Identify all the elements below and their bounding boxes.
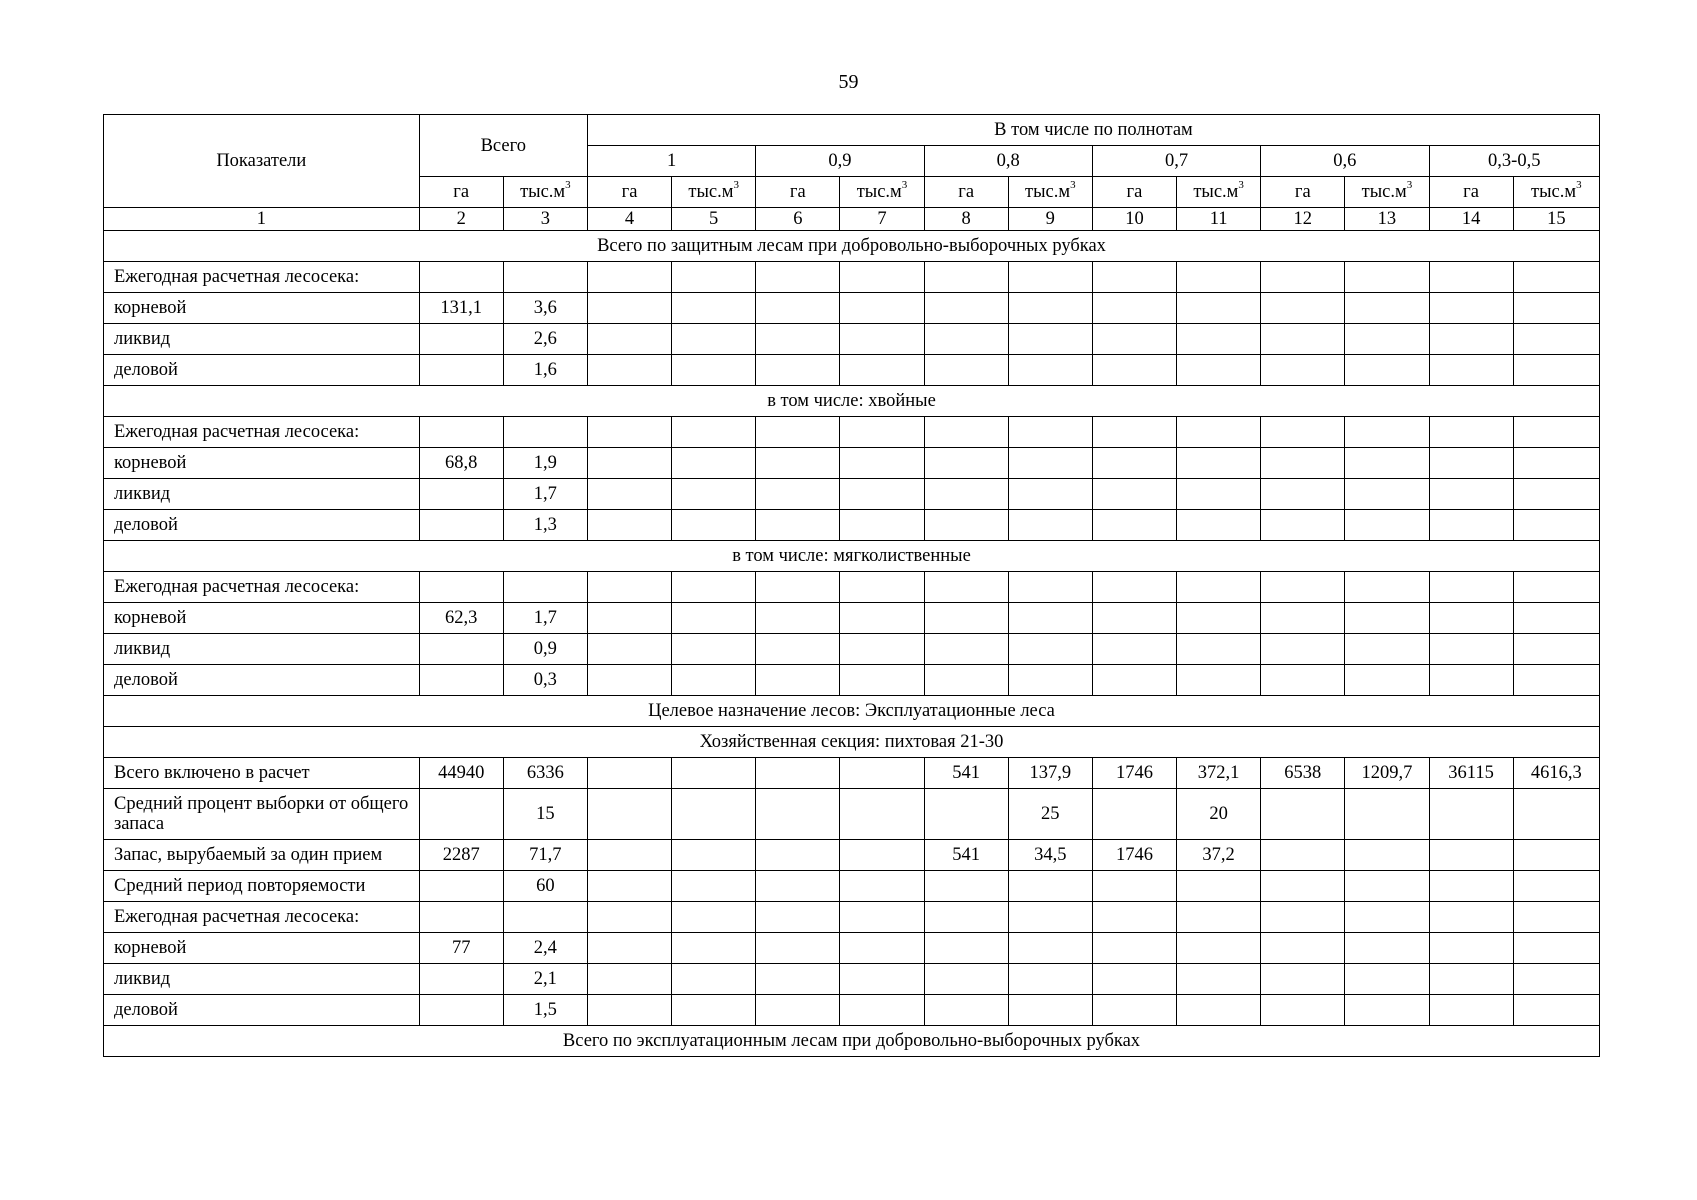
table-row: [104, 510, 1600, 541]
row-label: ликвид: [104, 324, 420, 355]
unit-vol: $тыс.м^3$: [1008, 177, 1092, 208]
row-label: Средний период повторяемости: [104, 871, 420, 902]
header-by-density: В том числе по полнотам: [587, 115, 1599, 146]
unit-ha: га: [1261, 177, 1345, 208]
density-03-05: 0,3-0,5: [1429, 146, 1600, 177]
table-row: [104, 789, 1600, 840]
cell-value: 4616,3: [1513, 758, 1599, 789]
cell-value: 60: [503, 871, 587, 902]
row-label: Ежегодная расчетная лесосека:: [104, 572, 420, 603]
density-06: 0,6: [1261, 146, 1429, 177]
cell-value: 44940: [419, 758, 503, 789]
density-09: 0,9: [756, 146, 924, 177]
table-row: [104, 603, 1600, 634]
unit-vol: $тыс.м^3$: [1177, 177, 1261, 208]
header-total: Всего: [419, 115, 587, 177]
cell-value: 3,6: [503, 293, 587, 324]
row-label: Ежегодная расчетная лесосека:: [104, 417, 420, 448]
row-label: Ежегодная расчетная лесосека:: [104, 902, 420, 933]
table-row: [104, 355, 1600, 386]
cell-value: 25: [1008, 789, 1092, 840]
unit-vol: $тыс.м^3$: [1513, 177, 1599, 208]
unit-vol: $тыс.м^3$: [503, 177, 587, 208]
unit-ha: га: [756, 177, 840, 208]
section-row: [104, 727, 1600, 758]
section-title-softleaved: в том числе: мягколиственные: [104, 541, 1600, 572]
col-num: 9: [1008, 208, 1092, 231]
row-label: Запас, вырубаемый за один прием: [104, 840, 420, 871]
density-08: 0,8: [924, 146, 1092, 177]
column-number-row: [104, 208, 1600, 231]
section-title-purpose: Целевое назначение лесов: Эксплуатационные леса: [104, 696, 1600, 727]
row-label: корневой: [104, 448, 420, 479]
table-row: [104, 840, 1600, 871]
cell-value: 36115: [1429, 758, 1513, 789]
cell-value: 1,6: [503, 355, 587, 386]
table-row: [104, 933, 1600, 964]
cell-value: 1746: [1092, 840, 1176, 871]
col-num: 6: [756, 208, 840, 231]
unit-vol: $тыс.м^3$: [1345, 177, 1429, 208]
col-num: 7: [840, 208, 924, 231]
col-num: 14: [1429, 208, 1513, 231]
cell-value: 1,9: [503, 448, 587, 479]
cell-value: 6336: [503, 758, 587, 789]
row-label: корневой: [104, 293, 420, 324]
row-label: деловой: [104, 510, 420, 541]
table-row: [104, 995, 1600, 1026]
cell-value: 0,3: [503, 665, 587, 696]
page-number: 59: [838, 71, 859, 93]
cell-value: 1,3: [503, 510, 587, 541]
table-row: [104, 964, 1600, 995]
unit-vol: $тыс.м^3$: [672, 177, 756, 208]
table-row: [104, 293, 1600, 324]
cell-value: 137,9: [1008, 758, 1092, 789]
cell-value: 2,1: [503, 964, 587, 995]
table-row: [104, 871, 1600, 902]
cell-value: 20: [1177, 789, 1261, 840]
cell-value: 37,2: [1177, 840, 1261, 871]
density-1: 1: [587, 146, 755, 177]
row-label: Средний процент выборки от общего запаса: [104, 789, 420, 840]
table-row: [104, 479, 1600, 510]
section-title-protective: Всего по защитным лесам при добровольно-выборочных рубках: [104, 231, 1600, 262]
cell-value: 15: [503, 789, 587, 840]
unit-ha: га: [1092, 177, 1176, 208]
table-row: [104, 665, 1600, 696]
row-label: ликвид: [104, 634, 420, 665]
row-label: корневой: [104, 933, 420, 964]
cell-value: 71,7: [503, 840, 587, 871]
cell-value: 1,5: [503, 995, 587, 1026]
col-num: 12: [1261, 208, 1345, 231]
unit-vol: $тыс.м^3$: [840, 177, 924, 208]
density-07: 0,7: [1092, 146, 1260, 177]
section-row: [104, 386, 1600, 417]
row-label: ликвид: [104, 964, 420, 995]
header-row-1: [104, 115, 1600, 146]
header-indicator: Показатели: [104, 115, 420, 208]
col-num: 2: [419, 208, 503, 231]
unit-ha: га: [924, 177, 1008, 208]
cell-value: 1,7: [503, 479, 587, 510]
unit-ha: га: [419, 177, 503, 208]
cell-value: 68,8: [419, 448, 503, 479]
col-num: 11: [1177, 208, 1261, 231]
cell-value: 2287: [419, 840, 503, 871]
table-row: [104, 448, 1600, 479]
cell-value: 2,4: [503, 933, 587, 964]
table-row: [104, 634, 1600, 665]
table-row: [104, 262, 1600, 293]
table-row: [104, 324, 1600, 355]
section-row: [104, 696, 1600, 727]
row-label: Ежегодная расчетная лесосека:: [104, 262, 420, 293]
section-title-fir: Хозяйственная секция: пихтовая 21-30: [104, 727, 1600, 758]
col-num: 3: [503, 208, 587, 231]
row-label: корневой: [104, 603, 420, 634]
col-num: 10: [1092, 208, 1176, 231]
section-row: [104, 231, 1600, 262]
forest-table: [103, 114, 1600, 1057]
section-title-exploitation-total: Всего по эксплуатационным лесам при добровольно-выборочных рубках: [104, 1026, 1600, 1057]
table-row: [104, 902, 1600, 933]
cell-value: 2,6: [503, 324, 587, 355]
cell-value: 1209,7: [1345, 758, 1429, 789]
cell-value: 0,9: [503, 634, 587, 665]
cell-value: 1746: [1092, 758, 1176, 789]
row-label: ликвид: [104, 479, 420, 510]
row-label: деловой: [104, 665, 420, 696]
section-row: [104, 1026, 1600, 1057]
row-label: Всего включено в расчет: [104, 758, 420, 789]
cell-value: 541: [924, 758, 1008, 789]
col-num: 15: [1513, 208, 1599, 231]
cell-value: 541: [924, 840, 1008, 871]
cell-value: 62,3: [419, 603, 503, 634]
col-num: 5: [672, 208, 756, 231]
cell-value: 77: [419, 933, 503, 964]
section-row: [104, 541, 1600, 572]
cell-value: 34,5: [1008, 840, 1092, 871]
cell-value: 372,1: [1177, 758, 1261, 789]
table-row: [104, 572, 1600, 603]
row-label: деловой: [104, 995, 420, 1026]
col-num: 13: [1345, 208, 1429, 231]
table-row: [104, 758, 1600, 789]
row-label: деловой: [104, 355, 420, 386]
col-num: 1: [104, 208, 420, 231]
col-num: 4: [587, 208, 671, 231]
unit-ha: га: [1429, 177, 1513, 208]
section-title-coniferous: в том числе: хвойные: [104, 386, 1600, 417]
unit-ha: га: [587, 177, 671, 208]
cell-value: 131,1: [419, 293, 503, 324]
cell-value: 1,7: [503, 603, 587, 634]
col-num: 8: [924, 208, 1008, 231]
cell-value: 6538: [1261, 758, 1345, 789]
table-row: [104, 417, 1600, 448]
